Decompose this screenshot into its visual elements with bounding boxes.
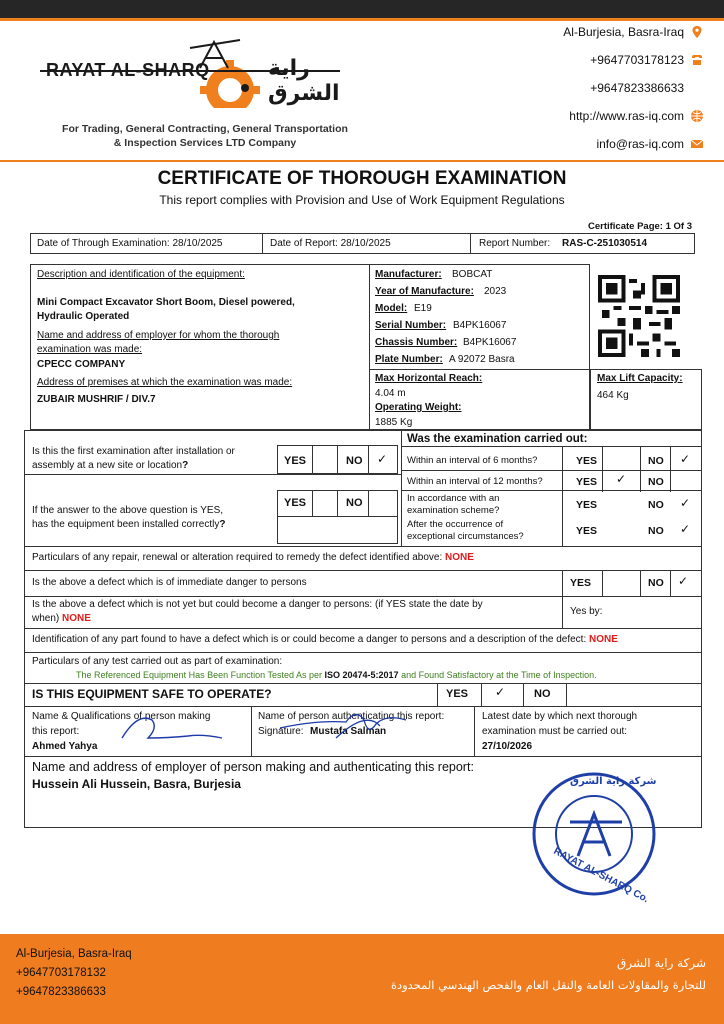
manufacturer-label: Manufacturer: xyxy=(375,269,442,280)
scheme-no-tick[interactable]: ✓ xyxy=(680,496,691,510)
safe-yes: YES xyxy=(446,688,469,700)
q-divider-left xyxy=(24,474,402,475)
reach-label: Max Horizontal Reach: xyxy=(375,373,483,384)
auth-name: Mustafa Salman xyxy=(310,726,387,737)
location-pin-icon xyxy=(690,25,704,39)
danger-now-div-1 xyxy=(602,570,603,596)
danger-future-none: NONE xyxy=(62,613,91,624)
danger-future-1: Is the above a defect which is not yet but could become a danger to persons: (if YES state the date by xyxy=(32,599,483,610)
tagline-line-1: For Trading, General Contracting, General Transportation xyxy=(62,123,348,135)
manufacturer-value: BOBCAT xyxy=(452,269,493,280)
q2-line-2 xyxy=(32,519,225,530)
globe-icon xyxy=(690,109,704,123)
model-label: Model: xyxy=(375,303,408,314)
auth-employer-label: Name and address of employer of person making and authenticating this report: xyxy=(32,760,474,774)
employer-label-1: Name and address of employer for whom the thorough xyxy=(37,330,280,341)
sig-div-2 xyxy=(474,706,475,756)
tests-value-b: and Found Satisfactory at the Time of Inspection. xyxy=(401,670,597,680)
year-label: Year of Manufacture: xyxy=(375,286,474,297)
identification-label-text: Identification of any part found to have a defect which is or could become a danger to persons and a description of the defect: xyxy=(32,634,587,645)
exam-date: Date of Through Examination: 28/10/2025 xyxy=(37,238,223,249)
qr-code[interactable] xyxy=(598,275,680,357)
contact-phone-1-text[interactable]: +9647703178123 xyxy=(590,53,684,67)
contact-email-text[interactable]: info@ras-iq.com xyxy=(596,137,684,151)
tests-value xyxy=(76,670,597,680)
danger-future-div xyxy=(562,596,563,628)
desc-value-1: Mini Compact Excavator Short Boom, Diesel powered, xyxy=(37,297,295,308)
danger-now-div-2 xyxy=(640,570,641,596)
reach-value: 4.04 m xyxy=(375,388,406,399)
next-date: 27/10/2026 xyxy=(482,741,533,752)
plate-value: A 92072 Basra xyxy=(449,354,515,365)
q2-yes-label: YES xyxy=(284,497,307,509)
q1-yes-box[interactable] xyxy=(312,445,338,474)
chassis-label: Chassis Number: xyxy=(375,337,458,348)
next-label-2: examination must be carried out: xyxy=(482,726,628,737)
footer-address: Al-Burjesia, Basra-Iraq xyxy=(16,948,132,960)
stamp-text-ar: شركة راية الشرق xyxy=(570,776,657,787)
repair-none: NONE xyxy=(445,552,474,563)
brand-name-en: RAYAT AL-SHARQ xyxy=(46,60,210,80)
carried-out-label: Was the examination carried out: xyxy=(407,433,588,445)
repair-label xyxy=(32,552,474,563)
company-logo xyxy=(40,28,380,108)
phone-2-icon-spacer xyxy=(690,81,704,95)
mail-icon xyxy=(690,137,704,151)
safe-div-1 xyxy=(481,683,482,706)
stamp-graphic xyxy=(530,770,658,898)
contact-email[interactable] xyxy=(596,137,704,151)
model-value: E19 xyxy=(414,303,432,314)
carried-col-3 xyxy=(640,446,641,492)
footer-phone-2[interactable]: +9647823386633 xyxy=(16,986,106,998)
top-bar xyxy=(0,0,724,20)
plate-label: Plate Number: xyxy=(375,354,443,365)
certificate-title: CERTIFICATE OF THOROUGH EXAMINATION xyxy=(157,168,567,189)
report-number-label: Report Number: xyxy=(479,238,551,249)
safe-no: NO xyxy=(534,688,551,700)
contact-website-text[interactable]: http://www.ras-iq.com xyxy=(569,109,684,123)
maker-signature xyxy=(118,708,228,748)
scheme-1: In accordance with an xyxy=(407,493,500,504)
report-date: Date of Report: 28/10/2025 xyxy=(270,238,391,249)
tests-iso: ISO 20474-5:2017 xyxy=(324,670,399,680)
auth-employer-value: Hussein Ali Hussein, Basra, Burjesia xyxy=(32,777,241,791)
q2-yes-box[interactable] xyxy=(312,490,338,517)
scheme-yes: YES xyxy=(576,499,598,511)
q2-qmark: ? xyxy=(219,519,226,530)
next-label-1: Latest date by which next thorough xyxy=(482,711,638,722)
carried-row-1 xyxy=(401,470,702,471)
brand-name-ar: راية الشرق xyxy=(268,56,340,106)
q1-no-tick[interactable]: ✓ xyxy=(377,452,388,466)
danger-now-no: NO xyxy=(648,577,664,589)
interval-12-yes: YES xyxy=(576,476,598,488)
carried-col-4 xyxy=(670,446,671,492)
except-no-tick[interactable]: ✓ xyxy=(680,522,691,536)
danger-future-2 xyxy=(32,613,91,624)
interval-6-no: NO xyxy=(648,455,664,467)
q2-no-label: NO xyxy=(346,497,363,509)
maker-name: Ahmed Yahya xyxy=(32,741,98,752)
footer-ar-2: للتجارة والمقاولات العامة والنقل العام والفحص الهندسي المحدودة xyxy=(390,978,706,992)
q2-div xyxy=(368,490,369,517)
employer-value: CPECC COMPANY xyxy=(37,359,126,370)
except-yes: YES xyxy=(576,525,598,537)
auth-label: Name of person authenticating this report: xyxy=(258,711,445,722)
q1-line-2 xyxy=(32,460,188,471)
carried-col-2 xyxy=(602,446,603,492)
interval-6-yes: YES xyxy=(576,455,598,467)
weight-value: 1885 Kg xyxy=(375,417,413,428)
contact-website[interactable] xyxy=(569,109,704,123)
header-divider xyxy=(0,160,724,162)
safe-yes-tick[interactable]: ✓ xyxy=(495,685,506,699)
tests-label: Particulars of any test carried out as part of examination: xyxy=(32,656,283,667)
repair-label-text: Particulars of any repair, renewal or alteration required to remedy the defect identified above: xyxy=(32,552,443,563)
contact-phone-2-text[interactable]: +9647823386633 xyxy=(590,81,684,95)
danger-now-yes: YES xyxy=(570,577,592,589)
q1-line-2-text: assembly at a new site or location xyxy=(32,460,183,471)
danger-now-div-3 xyxy=(670,570,671,596)
interval-6-no-tick[interactable]: ✓ xyxy=(680,452,691,466)
danger-now-label: Is the above a defect which is of immediate danger to persons xyxy=(32,577,307,588)
q1-div xyxy=(368,445,369,474)
report-number: RAS-C-251030514 xyxy=(562,238,648,249)
phone-icon xyxy=(690,53,704,67)
interval-12-yes-tick[interactable]: ✓ xyxy=(616,472,627,486)
employer-label-2: examination was made: xyxy=(37,344,143,355)
carried-col-1 xyxy=(562,446,563,546)
date-divider-1 xyxy=(262,233,263,254)
desc-label: Description and identification of the equipment: xyxy=(37,269,245,280)
q2-line-2-text: has the equipment been installed correctly xyxy=(32,519,220,530)
top-accent-bar xyxy=(0,18,724,21)
equipment-divider xyxy=(369,264,370,430)
serial-value: B4PK16067 xyxy=(453,320,507,331)
sig-div-1 xyxy=(251,706,252,756)
employer-divider xyxy=(24,756,702,757)
serial-label: Serial Number: xyxy=(375,320,447,331)
q1-line-1: Is this the first examination after installation or xyxy=(32,446,235,457)
except-no: NO xyxy=(648,525,664,537)
maker-label-1: Name & Qualifications of person making xyxy=(32,711,211,722)
contact-address xyxy=(563,25,704,39)
q1-no-label: NO xyxy=(346,455,363,467)
q1-yes-label: YES xyxy=(284,455,307,467)
interval-12-no: NO xyxy=(648,476,664,488)
footer-phone-1[interactable]: +9647703178132 xyxy=(16,967,106,979)
interval-12: Within an interval of 12 months? xyxy=(407,476,543,487)
contact-phone-1[interactable] xyxy=(590,53,704,67)
weight-label: Operating Weight: xyxy=(375,402,462,413)
tests-value-a: The Referenced Equipment Has Been Function Tested As per xyxy=(76,670,322,680)
premises-value: ZUBAIR MUSHRIF / DIV.7 xyxy=(37,394,156,405)
identification-none: NONE xyxy=(589,634,618,645)
scheme-no: NO xyxy=(648,499,664,511)
q2-inner-div xyxy=(277,516,398,517)
interval-6: Within an interval of 6 months? xyxy=(407,455,538,466)
company-tagline xyxy=(40,122,370,150)
auth-sig-label: Signature: xyxy=(258,726,304,737)
contact-phone-2[interactable] xyxy=(590,81,704,95)
chassis-value: B4PK16067 xyxy=(463,337,517,348)
lift-label: Max Lift Capacity: xyxy=(597,373,683,384)
auth-signature xyxy=(276,702,426,746)
safe-label: IS THIS EQUIPMENT SAFE TO OPERATE? xyxy=(32,687,272,701)
danger-future-2-text: when) xyxy=(32,613,60,624)
premises-label: Address of premises at which the examination was made: xyxy=(37,377,293,388)
q2-line-1: If the answer to the above question is YES, xyxy=(32,505,224,516)
lift-value: 464 Kg xyxy=(597,390,629,401)
scheme-2: examination scheme? xyxy=(407,505,500,516)
company-stamp xyxy=(530,770,658,906)
q1-qmark: ? xyxy=(182,460,189,471)
maker-label-2: this report: xyxy=(32,726,80,737)
certificate-subtitle: This report complies with Provision and Use of Work Equipment Regulations xyxy=(159,193,565,207)
except-1: After the occurrence of xyxy=(407,519,504,530)
contact-address-text: Al-Burjesia, Basra-Iraq xyxy=(563,25,684,39)
desc-value-2: Hydraulic Operated xyxy=(37,311,130,322)
identification-label xyxy=(32,634,618,645)
carried-row-2 xyxy=(401,490,702,491)
date-divider-2 xyxy=(470,233,471,254)
tagline-line-2: & Inspection Services LTD Company xyxy=(113,137,297,149)
specs-divider xyxy=(369,369,590,370)
stamp-text-en: RAYAT AL-SHARQ Co. xyxy=(551,845,651,906)
safe-div-2 xyxy=(523,683,524,706)
danger-now-no-tick[interactable]: ✓ xyxy=(678,574,689,588)
except-2: exceptional circumstances? xyxy=(407,531,524,542)
footer-ar-1: شركة راية الشرق xyxy=(617,956,706,970)
page-number: Certificate Page: 1 Of 3 xyxy=(587,221,692,232)
yes-by-label: Yes by: xyxy=(570,606,603,617)
year-value: 2023 xyxy=(484,286,507,297)
